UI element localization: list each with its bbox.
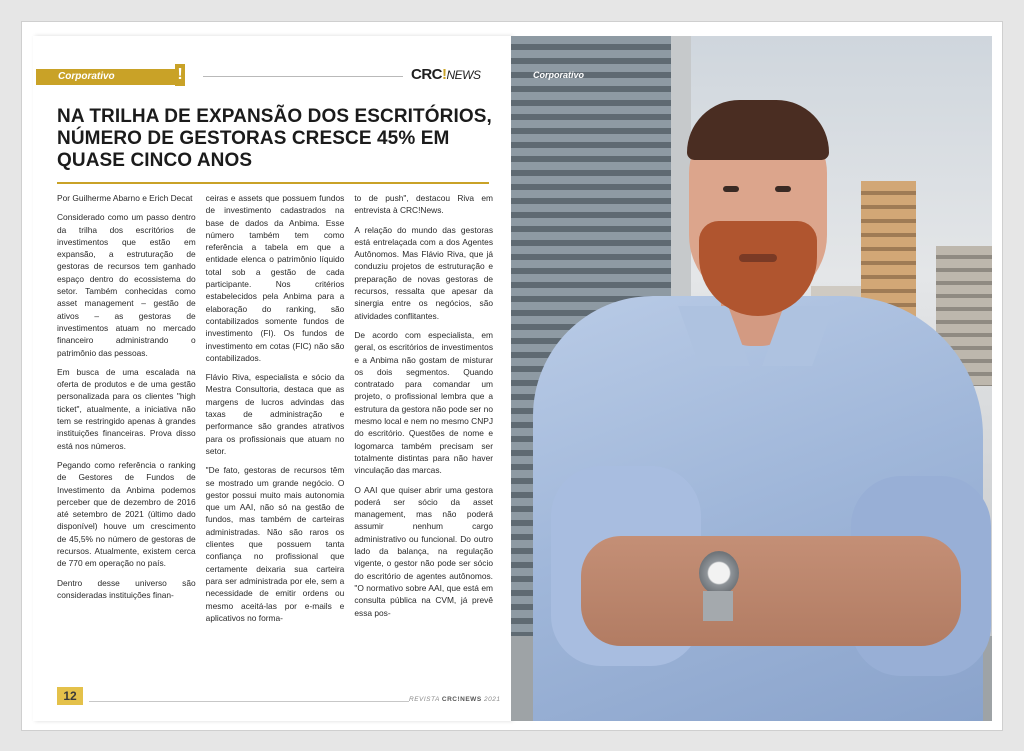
section-tag: Corporativo — [36, 69, 176, 85]
footer-magazine: REVISTA — [409, 696, 440, 703]
paragraph: Em busca de uma escalada na oferta de produtos e de uma gestão personalizada para os clientes "high ticket", atualmente, a iniciativa não tem se restringido apenas à grandes instituições financeiras. Prova disso está nos números. — [57, 366, 196, 451]
paragraph: Considerado como um passo dentro da trilha dos escritórios de investimentos que estão em expansão, a estruturação de gestoras de recursos tem ganhado espaço dentro do ecossistema do setor. Também conhecidas como asset management – gestão de ativos – as gestoras de investimentos atuam no mercado financeiro administrando o patrimônio das pessoas. — [57, 212, 196, 358]
left-page — [33, 36, 511, 721]
paragraph: Flávio Riva, especialista e sócio da Mestra Consultoria, destaca que as margens de lucros advindas das taxas de administração e performance são grandes atrativos para os profissionais que atuam no setor. — [205, 372, 345, 456]
page-number: 12 — [57, 687, 83, 705]
paragraph: to de push", destacou Riva em entrevista à CRC!News. — [354, 193, 494, 216]
byline: Por Guilherme Abarno e Erich Decat — [57, 193, 193, 203]
footer-divider — [89, 701, 409, 702]
person-mouth — [739, 254, 777, 262]
paragraph: Pegando como referência o ranking de Gestores de Fundos de Investimento da Anbima podemos perceber que de dezembro de 2016 até setembro de 2021 (último dado disponível) houve um crescimento de 45,5% no número de gestoras de recursos. Atualmente, existem cerca de 770 em operação no país. — [57, 459, 196, 569]
paragraph: O AAI que quiser abrir uma gestora poderá ser sócio da asset management, mas não poderá assumir nenhum cargo administrativo ou funcional. Do outro lado da balança, na regulação vigente, o gestor não pode ser sócio do escritório de agentes autônomos. "O normativo sobre AAI, que está em consulta pública na CVM, já prevê essa pos- — [354, 484, 494, 618]
brand-main: CRC — [411, 66, 442, 83]
footer-brand: CRC!NEWS — [441, 696, 482, 703]
brand-bang: ! — [442, 66, 447, 83]
paragraph: Dentro desse universo são consideradas instituições finan- — [57, 577, 196, 600]
paragraph: ceiras e assets que possuem fundos de investimento cadastrados na base de dados da Anbima. Esse número também tem como referência a tabela em que a entidade elenca o patrimônio líquido total sob a gestão de cada participante. Nos critérios estabelecidos pela Anbima para a elaboração do ranking, são contabilizados somente fundos de investimento (FI). Os fundos de investimento em cotas (FIC) não são contabilizados. — [205, 193, 345, 363]
article-body — [57, 192, 493, 692]
header-divider — [203, 76, 403, 77]
footer-year: 2021 — [483, 696, 501, 703]
column-2 — [206, 192, 345, 692]
folded-arms — [581, 536, 961, 646]
photo-section-tag: Corporativo — [533, 70, 585, 80]
footer-credit — [409, 696, 500, 703]
watch-strap — [703, 591, 733, 621]
headline-divider — [57, 182, 489, 184]
eye-left — [723, 186, 739, 192]
brand-logo — [411, 66, 481, 83]
wristwatch-icon — [699, 551, 739, 595]
brand-news: NEWS — [446, 68, 481, 82]
photo-page — [511, 36, 992, 721]
column-3 — [354, 192, 493, 692]
paragraph: "De fato, gestoras de recursos têm se mostrado um grande negócio. O gestor possui muito mais autonomia que um AAI, não só na gestão de fundos, mas também de carteiras administradas. Não são raros os clientes que possuem tanta confiança no profissional que certamente deixaria sua carteira para ser administrada por ele, sem a necessidade de emitir ordens ou mesmo aceitá-las por e-mails e aplicativos no forma- — [205, 465, 345, 623]
eye-right — [775, 186, 791, 192]
paragraph: A relação do mundo das gestoras está entrelaçada com a dos Agentes Autônomos. Mas Flávio Riva, que já conduziu projetos de estruturação e preparação de novas gestoras de recursos, ressalta que apesar da sinergia entre os negócios, são atividades conflitantes. — [354, 224, 494, 321]
paragraph: De acordo com especialista, em geral, os escritórios de investimentos e a Anbima não gostam de misturar os dois segmentos. Quando contratado para comandar um projeto, o profissional lembra que a estrutura da gestora não pode ser no mesmo local e nem no mesmo CNPJ do escritório. Questões de nome e logomarca também precisam ser totalmente distintas para não haver vinculação das marcas. — [354, 329, 494, 476]
exclamation-icon: ! — [175, 64, 185, 86]
column-1 — [57, 192, 196, 692]
article-headline: NA TRILHA DE EXPANSÃO DOS ESCRITÓRIOS, NÚMERO DE GESTORAS CRESCE 45% EM QUASE CINCO ANOS — [57, 106, 492, 171]
